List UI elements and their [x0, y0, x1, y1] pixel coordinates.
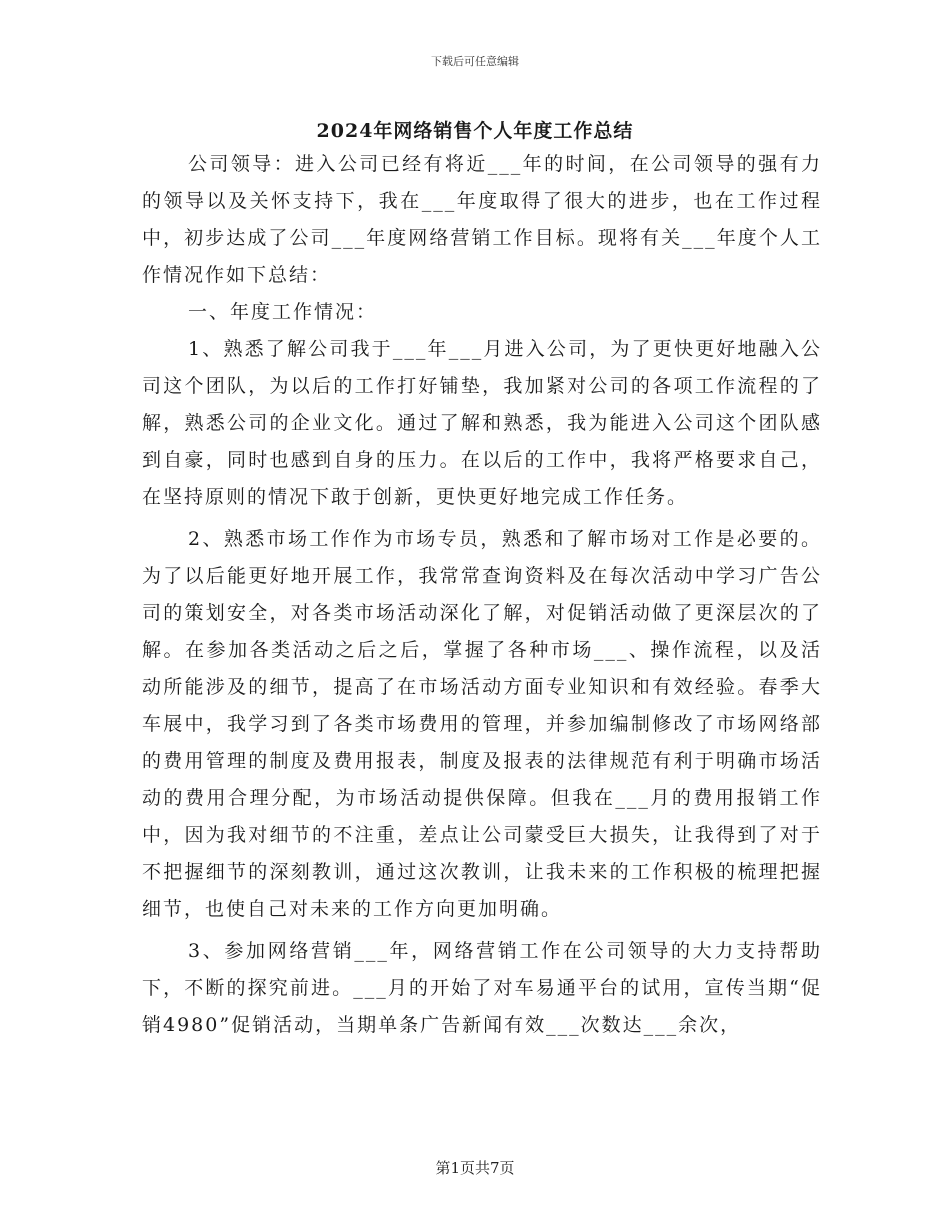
document-title: 2024年网络销售个人年度工作总结 [316, 120, 634, 142]
paragraph-item-2: 2、熟悉市场工作作为市场专员，熟悉和了解市场对工作是必要的。为了以后能更好地开展工作，我常常查询资料及在每次活动中学习广告公司的策划安全，对各类市场活动深化了解，对促销活动做了更深层次的了解。在参加各类活动之后之后，掌握了各种市场___、操作流程，以及活动所能涉及的细节，提高了在市场活动方面专业知识和有效经验。春季大车展中，我学习到了各类市场费用的管理，并参加编制修改了市场网络部的费用管理的制度及费用报表，制度及报表的法律规范有利于明确市场活动的费用合理分配，为市场活动提供保障。但我在___月的费用报销工作中，因为我对细节的不注重，差点让公司蒙受巨大损失，让我得到了对于不把握细节的深刻教训，通过这次教训，让我未来的工作积极的梳理把握细节，也使自己对未来的工作方向更加明确。 [142, 528, 822, 920]
section-heading: 一、年度工作情况： [188, 301, 378, 323]
paragraph-item-3: 3、参加网络营销___年，网络营销工作在公司领导的大力支持帮助下，不断的探究前进。___月的开始了对车易通平台的试用，宣传当期“促销4980”促销活动，当期单条广告新闻有效___次数达___余次， [142, 940, 822, 1036]
paragraph-item-1: 1、熟悉了解公司我于___年___月进入公司，为了更快更好地融入公司这个团队，为以后的工作打好铺垫，我加紧对公司的各项工作流程的了解，熟悉公司的企业文化。通过了解和熟悉，我为能进入公司这个团队感到自豪，同时也感到自身的压力。在以后的工作中，我将严格要求自己，在坚持原则的情况下敢于创新，更快更好地完成工作任务。 [142, 338, 822, 508]
page-number: 第1页共7页 [435, 1159, 515, 1177]
page-header-note: 下载后可任意编辑 [431, 55, 519, 68]
document-body [142, 146, 822, 1044]
paragraph-intro: 公司领导：进入公司已经有将近___年的时间，在公司领导的强有力的领导以及关怀支持下，我在___年度取得了很大的进步，也在工作过程中，初步达成了公司___年度网络营销工作目标。现将有关___年度个人工作情况作如下总结： [142, 153, 822, 286]
